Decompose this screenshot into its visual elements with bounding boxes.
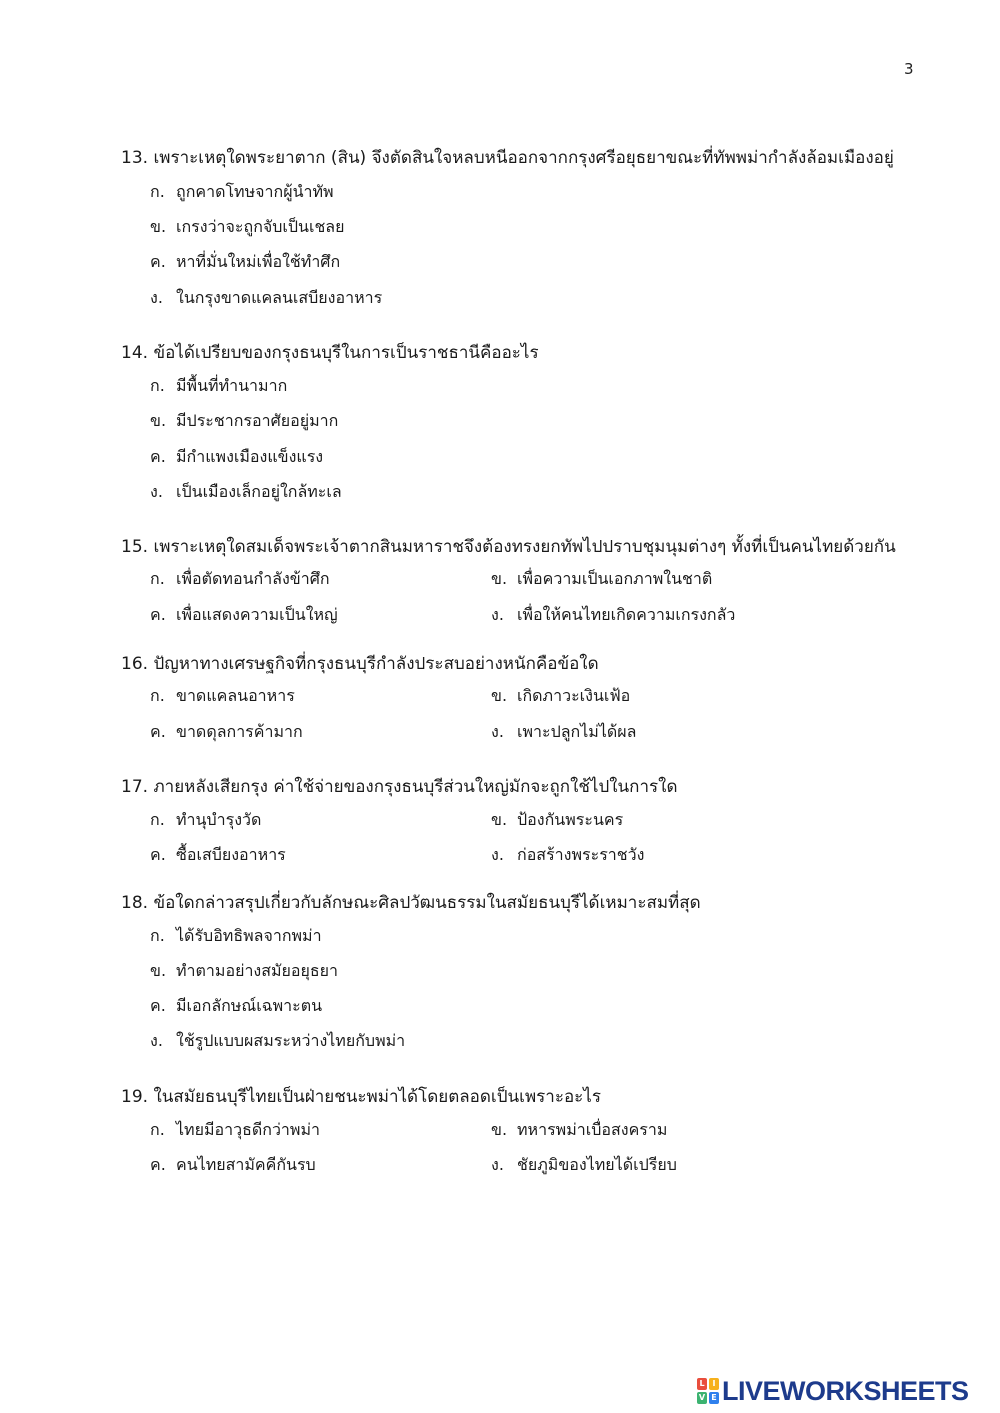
choice-kho[interactable]: ข. มีประชากรอาศัยอยู่มาก	[150, 411, 339, 430]
question-text: ข้อใดกล่าวสรุปเกี่ยวกับลักษณะศิลปวัฒนธรรมในสมัยธนบุรีได้เหมาะสมที่สุด	[153, 893, 701, 913]
choice-ko[interactable]: ก. ทำนุบำรุงวัด	[150, 810, 262, 829]
watermark-text: LIVEWORKSHEETS	[722, 1375, 969, 1406]
question-number: 13.	[121, 148, 149, 168]
question-number: 18.	[121, 893, 149, 913]
choice-ngo[interactable]: ง. ก่อสร้างพระราชวัง	[491, 845, 645, 864]
choice-kho-khwai[interactable]: ค. เพื่อแสดงความเป็นใหญ่	[150, 605, 338, 624]
question-number: 15.	[121, 537, 149, 557]
question-number: 17.	[121, 777, 149, 797]
question-number: 14.	[121, 343, 149, 363]
question-text: ปัญหาทางเศรษฐกิจที่กรุงธนบุรีกำลังประสบอย่างหนักคือข้อใด	[153, 654, 599, 674]
choice-ngo[interactable]: ง. เพาะปลูกไม่ได้ผล	[491, 722, 637, 741]
question-text: เพราะเหตุใดสมเด็จพระเจ้าตากสินมหาราชจึงต้องทรงยกทัพไปปราบชุมนุมต่างๆ ทั้งที่เป็นคนไทยด้วยกัน	[153, 537, 896, 557]
liveworksheets-watermark	[697, 1374, 997, 1408]
choice-kho[interactable]: ข. ทำตามอย่างสมัยอยุธยา	[150, 961, 339, 980]
question-stem	[121, 1083, 921, 1111]
choice-ko[interactable]: ก. มีพื้นที่ทำนามาก	[150, 376, 288, 395]
question-text: ภายหลังเสียกรุง ค่าใช้จ่ายของกรุงธนบุรีส่วนใหญ่มักจะถูกใช้ไปในการใด	[153, 777, 678, 797]
choice-ko[interactable]: ก. ขาดแคลนอาหาร	[150, 686, 295, 705]
choice-ngo[interactable]: ง. ในกรุงขาดแคลนเสบียงอาหาร	[150, 288, 383, 307]
choice-kho-khwai[interactable]: ค. ซื้อเสบียงอาหาร	[150, 845, 286, 864]
choice-kho[interactable]: ข. เกิดภาวะเงินเฟ้อ	[491, 686, 631, 705]
question-stem	[121, 650, 921, 678]
page-number: 3	[904, 60, 914, 78]
question-stem	[121, 889, 921, 917]
question-13	[121, 144, 921, 307]
choice-ko[interactable]: ก. เพื่อตัดทอนกำลังข้าศึก	[150, 569, 330, 588]
choice-kho-khwai[interactable]: ค. คนไทยสามัคคีกันรบ	[150, 1155, 316, 1174]
question-text: เพราะเหตุใดพระยาตาก (สิน) จึงตัดสินใจหลบหนีออกจากกรุงศรีอยุธยาขณะที่ทัพพม่ากำลังล้อมเมืองอยู่	[153, 148, 894, 168]
choice-ngo[interactable]: ง. ชัยภูมิของไทยได้เปรียบ	[491, 1155, 677, 1174]
choice-kho-khwai[interactable]: ค. มีเอกลักษณ์เฉพาะตน	[150, 996, 323, 1015]
question-text: ในสมัยธนบุรีไทยเป็นฝ่ายชนะพม่าได้โดยตลอดเป็นเพราะอะไร	[153, 1087, 601, 1107]
question-14	[121, 339, 921, 501]
choice-ko[interactable]: ก. ถูกคาดโทษจากผู้นำทัพ	[150, 182, 334, 201]
choice-kho-khwai[interactable]: ค. ขาดดุลการค้ามาก	[150, 722, 303, 741]
question-16	[121, 650, 921, 741]
question-17	[121, 773, 921, 864]
choice-ngo[interactable]: ง. ใช้รูปแบบผสมระหว่างไทยกับพม่า	[150, 1031, 406, 1050]
question-18	[121, 889, 921, 1050]
choice-kho[interactable]: ข. เกรงว่าจะถูกจับเป็นเชลย	[150, 217, 345, 236]
question-number: 19.	[121, 1087, 149, 1107]
choice-ngo[interactable]: ง. เพื่อให้คนไทยเกิดความเกรงกลัว	[491, 605, 736, 624]
question-stem	[121, 144, 921, 172]
choice-kho[interactable]: ข. ทหารพม่าเบื่อสงคราม	[491, 1120, 668, 1139]
question-15	[121, 533, 921, 624]
choice-ko[interactable]: ก. ไทยมีอาวุธดีกว่าพม่า	[150, 1120, 320, 1139]
choice-ngo[interactable]: ง. เป็นเมืองเล็กอยู่ใกล้ทะเล	[150, 482, 342, 501]
choice-kho-khwai[interactable]: ค. หาที่มั่นใหม่เพื่อใช้ทำศึก	[150, 252, 341, 271]
choice-kho-khwai[interactable]: ค. มีกำแพงเมืองแข็งแรง	[150, 447, 324, 466]
choice-kho[interactable]: ข. เพื่อความเป็นเอกภาพในชาติ	[491, 569, 713, 588]
choice-kho[interactable]: ข. ป้องกันพระนคร	[491, 810, 624, 829]
liveworksheets-logo-icon: L I V E	[697, 1378, 719, 1404]
question-text: ข้อได้เปรียบของกรุงธนบุรีในการเป็นราชธานีคืออะไร	[153, 343, 539, 363]
question-stem	[121, 533, 921, 561]
question-number: 16.	[121, 654, 149, 674]
question-stem	[121, 773, 921, 801]
choice-ko[interactable]: ก. ได้รับอิทธิพลจากพม่า	[150, 926, 322, 945]
question-stem	[121, 339, 921, 367]
question-19	[121, 1083, 921, 1174]
